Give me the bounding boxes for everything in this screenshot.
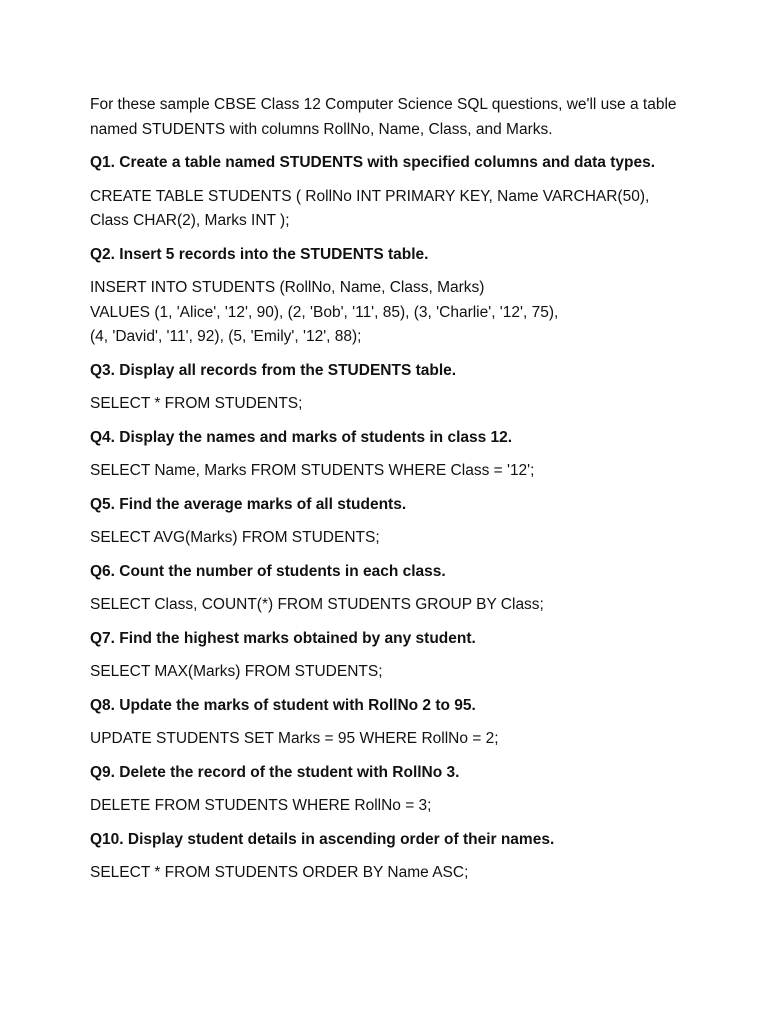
sql-line: SELECT Name, Marks FROM STUDENTS WHERE Class = '12'; bbox=[90, 462, 535, 479]
sql-line: (4, 'David', '11', 92), (5, 'Emily', '12', 88); bbox=[90, 328, 362, 345]
question-heading: Q5. Find the average marks of all students. bbox=[90, 495, 407, 513]
question-heading: Q1. Create a table named STUDENTS with specified columns and data types. bbox=[90, 154, 656, 171]
sql-line: SELECT * FROM STUDENTS; bbox=[90, 395, 303, 412]
sql-line: Class CHAR(2), Marks INT ); bbox=[90, 212, 290, 229]
sql-line: INSERT INTO STUDENTS (RollNo, Name, Class, Marks) bbox=[90, 279, 485, 296]
sql-answer bbox=[90, 593, 730, 618]
question-heading: Q3. Display all records from the STUDENTS table. bbox=[90, 361, 457, 379]
sql-answer bbox=[90, 861, 730, 886]
sql-line: SELECT * FROM STUDENTS ORDER BY Name ASC; bbox=[90, 864, 469, 881]
question-heading: Q9. Delete the record of the student with RollNo 3. bbox=[90, 763, 460, 781]
sql-line: DELETE FROM STUDENTS WHERE RollNo = 3; bbox=[90, 797, 432, 814]
sql-answer bbox=[90, 727, 730, 752]
intro-paragraph bbox=[90, 93, 730, 142]
question-heading: Q7. Find the highest marks obtained by any student. bbox=[90, 629, 476, 647]
sql-line: UPDATE STUDENTS SET Marks = 95 WHERE RollNo = 2; bbox=[90, 730, 499, 747]
sql-answer bbox=[90, 660, 730, 685]
sql-line: CREATE TABLE STUDENTS ( RollNo INT PRIMARY KEY, Name VARCHAR(50), bbox=[90, 187, 650, 205]
question-heading: Q4. Display the names and marks of students in class 12. bbox=[90, 428, 513, 446]
sql-answer bbox=[90, 794, 730, 819]
question-heading: Q8. Update the marks of student with RollNo 2 to 95. bbox=[90, 696, 476, 714]
question-heading: Q6. Count the number of students in each class. bbox=[90, 562, 446, 580]
sql-answer bbox=[90, 459, 730, 484]
question-heading: Q2. Insert 5 records into the STUDENTS table. bbox=[90, 245, 429, 263]
sql-answer bbox=[90, 276, 730, 350]
intro-line: For these sample CBSE Class 12 Computer Science SQL questions, we'll use a table bbox=[90, 96, 677, 113]
question-heading: Q10. Display student details in ascending order of their names. bbox=[90, 830, 555, 848]
sql-line: SELECT MAX(Marks) FROM STUDENTS; bbox=[90, 663, 383, 680]
document-page bbox=[90, 93, 730, 895]
sql-answer bbox=[90, 185, 730, 234]
sql-answer bbox=[90, 526, 730, 551]
intro-line: named STUDENTS with columns RollNo, Name, Class, and Marks. bbox=[90, 120, 553, 138]
sql-line: SELECT Class, COUNT(*) FROM STUDENTS GROUP BY Class; bbox=[90, 596, 544, 613]
sql-line: SELECT AVG(Marks) FROM STUDENTS; bbox=[90, 529, 380, 546]
sql-line: VALUES (1, 'Alice', '12', 90), (2, 'Bob', '11', 85), (3, 'Charlie', '12', 75), bbox=[90, 303, 559, 321]
sql-answer bbox=[90, 392, 730, 417]
